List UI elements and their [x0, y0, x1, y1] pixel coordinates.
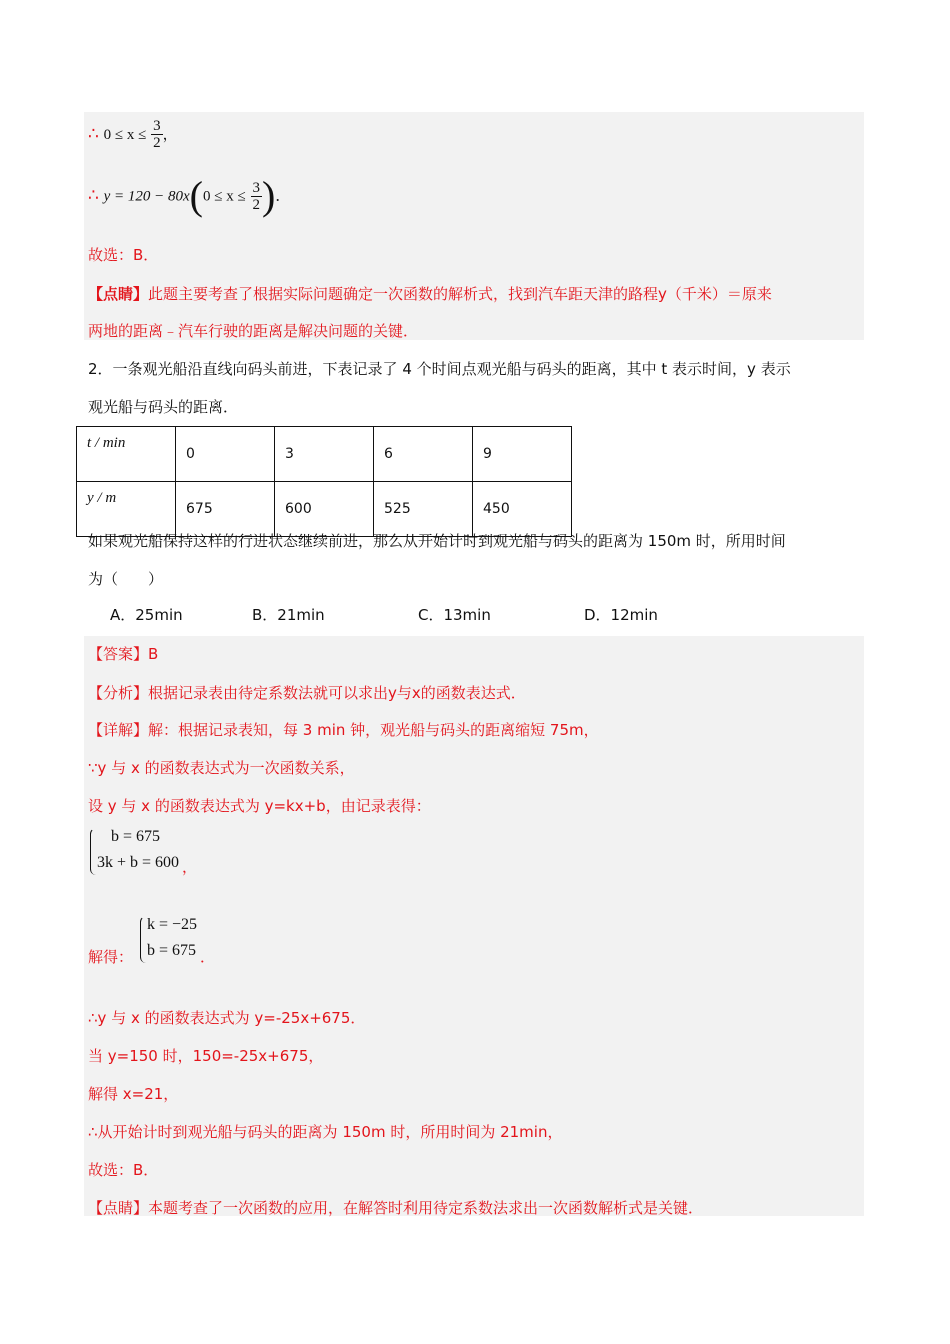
solution-step-7: 故选：B． — [88, 1161, 159, 1179]
table-row — [77, 427, 572, 482]
question-line-2: 观光船与码头的距离． — [88, 398, 239, 416]
choice-text-1: 故选：B． — [88, 246, 159, 264]
answer-line: 【答案】B — [88, 645, 159, 663]
question-line-3: 如果观光船保持这样的行进状态继续前进，那么从开始计时到观光船与码头的距离为 150m 时，所用时间 — [88, 532, 786, 550]
question-line-1: 2．一条观光船沿直线向码头前进，下表记录了 4 个时间点观光船与码头的距离，其中 t 表示时间，y 表示 — [88, 360, 791, 378]
equation-system-1: b = 675 3k + b = 600 — [97, 828, 180, 871]
comment-line-1: 【点睛】此题主要考查了根据实际问题确定一次函数的解析式，找到汽车距天津的路程y（千米）＝原来 — [88, 285, 772, 303]
option-c[interactable]: C．13min — [418, 606, 491, 624]
table-header-t: t / min — [77, 427, 176, 482]
table-cell: 450 — [473, 482, 572, 537]
option-d[interactable]: D．12min — [584, 606, 658, 624]
equation-system-2: k = −25 b = 675 — [147, 916, 198, 959]
function-line: ∴ y = 120 − 80x(0 ≤ x ≤ $\frac{3}{2}$ )． — [88, 173, 291, 218]
inequality: 0 ≤ x ≤ — [103, 127, 147, 143]
comment-tag: 【点睛】 — [88, 285, 149, 303]
comment-line-final: 【点睛】本题考查了一次函数的应用，在解答时利用待定系数法求出一次函数解析式是关键． — [88, 1199, 704, 1217]
table-cell: 600 — [275, 482, 374, 537]
table-cell: 0 — [176, 427, 275, 482]
comment-line-2: 两地的距离﹣汽车行驶的距离是解决问题的关键． — [88, 322, 419, 340]
solution-step-4: 当 y=150 时，150=-25x+675， — [88, 1047, 324, 1065]
option-a[interactable]: A．25min — [110, 606, 183, 624]
solution-step-2: 设 y 与 x 的函数表达式为 y=kx+b，由记录表得： — [88, 797, 431, 815]
table-cell: 675 — [176, 482, 275, 537]
table-header-y: y / m — [77, 482, 176, 537]
therefore-symbol: ∴ — [88, 124, 99, 144]
ineq-line: ∴ 0 ≤ x ≤ $\frac{3}{2}$ ， — [88, 118, 178, 151]
table-cell: 9 — [473, 427, 572, 482]
system-brace-2 — [140, 916, 147, 963]
option-b[interactable]: B．21min — [252, 606, 325, 624]
solution-step-1: ∵y 与 x 的函数表达式为一次函数关系， — [88, 759, 355, 777]
solution-step-3: ∴y 与 x 的函数表达式为 y=-25x+675． — [88, 1009, 366, 1027]
solve-label: 解得： — [88, 948, 134, 966]
function-expression: y = 120 − 80x — [103, 188, 190, 205]
solution-step-6: ∴从开始计时到观光船与码头的距离为 150m 时，所用时间为 21min， — [88, 1123, 563, 1141]
record-table — [76, 426, 572, 537]
detail-line: 【详解】解：根据记录表知，每 3 min 钟，观光船与码头的距离缩短 75m， — [88, 721, 599, 739]
table-cell: 525 — [374, 482, 473, 537]
solution-block-1 — [84, 112, 864, 340]
table-cell: 6 — [374, 427, 473, 482]
table-row — [77, 482, 572, 537]
question-line-4: 为（ ） — [88, 570, 164, 588]
fraction-3-2: $\frac{3}{2}$ — [153, 118, 161, 151]
table-cell: 3 — [275, 427, 374, 482]
system-brace-1 — [90, 828, 97, 875]
analysis-line: 【分析】根据记录表由待定系数法就可以求出y与x的函数表达式． — [88, 684, 526, 702]
solution-step-5: 解得 x=21， — [88, 1085, 179, 1103]
